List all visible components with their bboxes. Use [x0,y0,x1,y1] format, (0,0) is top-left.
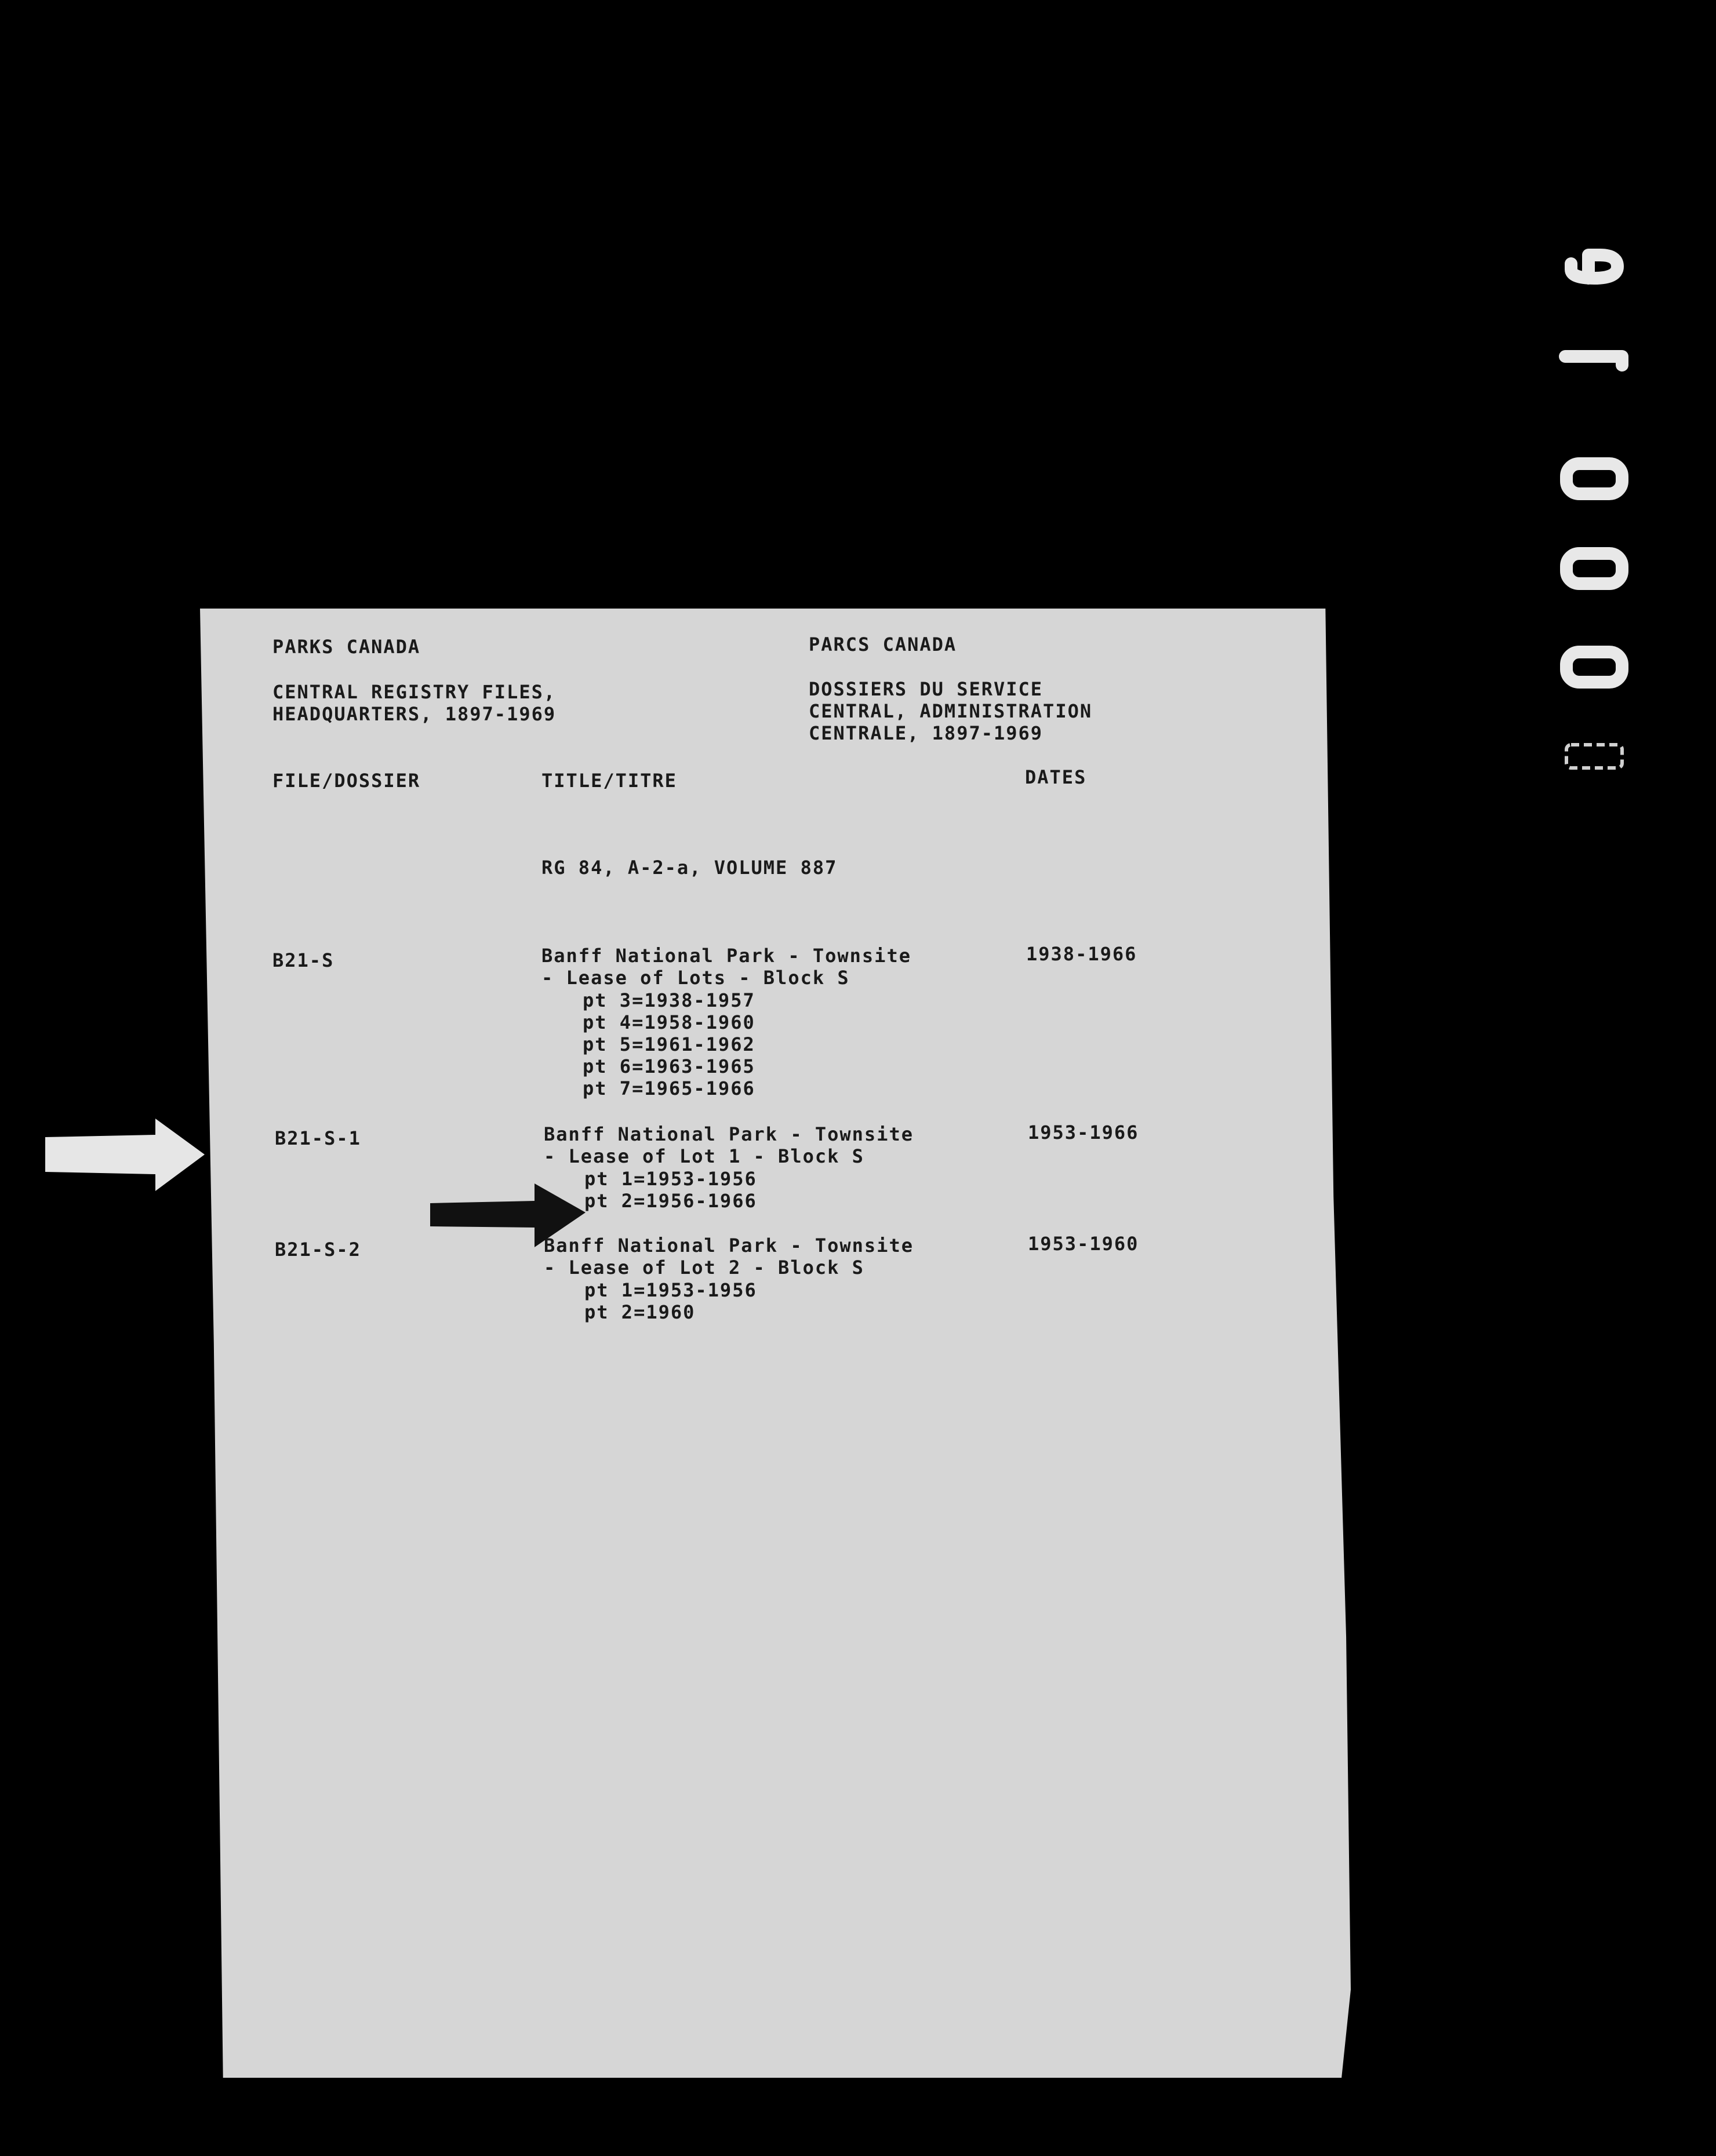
series-right-line3: CENTRALE, 1897-1969 [809,722,1044,744]
entry-part: pt 7=1965-1966 [583,1077,755,1099]
column-header-file: FILE/DOSSIER [272,770,421,792]
entry-part: pt 4=1958-1960 [583,1011,755,1033]
volume-label: RG 84, A-2-a, VOLUME 887 [541,857,838,879]
header-right-org: PARCS CANADA [809,633,957,655]
series-right-line1: DOSSIERS DU SERVICE [809,678,1044,700]
entry-part: pt 2=1960 [584,1301,696,1323]
black-arrow-icon [430,1183,586,1247]
column-header-title: TITLE/TITRE [541,770,677,792]
entry-part: pt 6=1963-1965 [583,1055,755,1077]
entry-dates: 1953-1960 [1028,1233,1139,1255]
entry-title-line2: - Lease of Lots - Block S [541,967,850,989]
entry-title-line1: Banff National Park - Townsite [544,1234,914,1257]
entry-dates: 1953-1966 [1028,1121,1139,1143]
entry-part: pt 1=1953-1956 [584,1279,757,1301]
frame-number-graphic [1554,243,1635,800]
frame-number [1554,243,1635,800]
entry-part: pt 5=1961-1962 [583,1033,755,1055]
header-left-org: PARKS CANADA [272,636,421,658]
entry-title-line2: - Lease of Lot 2 - Block S [544,1257,864,1279]
entry-title-line1: Banff National Park - Townsite [541,945,911,967]
series-left-line2: HEADQUARTERS, 1897-1969 [272,703,557,725]
entry-title-line2: - Lease of Lot 1 - Block S [544,1145,864,1167]
entry-part: pt 3=1938-1957 [583,989,755,1011]
column-header-dates: DATES [1025,766,1087,788]
entry-part: pt 1=1953-1956 [584,1168,757,1190]
entry-file: B21-S-1 [275,1127,361,1149]
series-right-line2: CENTRAL, ADMINISTRATION [809,700,1093,722]
entry-dates: 1938-1966 [1026,943,1137,965]
document-page [200,609,1351,2078]
entry-title-line1: Banff National Park - Townsite [544,1123,914,1145]
series-left-line1: CENTRAL REGISTRY FILES, [272,681,557,703]
entry-part: pt 2=1956-1966 [584,1190,757,1212]
entry-file: B21-S-2 [275,1239,361,1261]
entry-file: B21-S [272,949,335,971]
white-arrow-icon [45,1119,205,1191]
